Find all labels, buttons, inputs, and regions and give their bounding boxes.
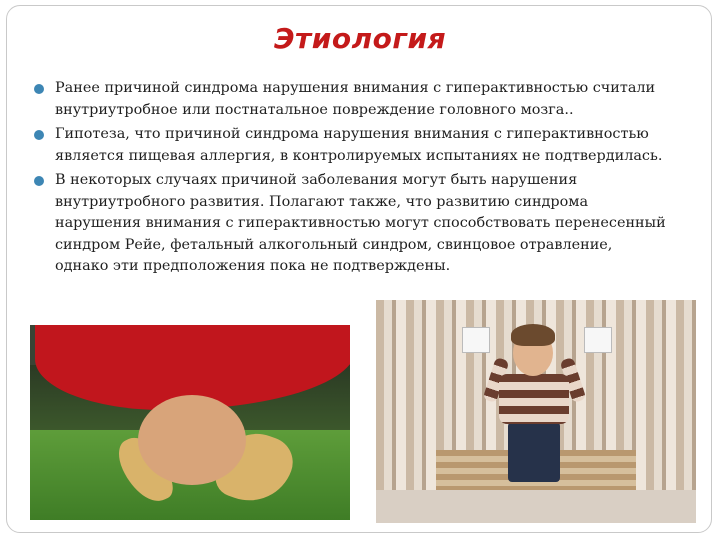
photo-wall-socket bbox=[462, 327, 490, 353]
bullet-item bbox=[30, 124, 670, 167]
photo-floor bbox=[376, 490, 696, 523]
photo-face bbox=[138, 395, 246, 485]
bullet-item bbox=[30, 78, 670, 121]
bullet-text: Ранее причиной синдрома нарушения внимания с гиперактивностью считали внутриутробное или постнатальное повреждение головного мозга.. bbox=[55, 80, 656, 118]
bullet-text: Гипотеза, что причиной синдрома нарушения внимания с гиперактивностью является пищевая аллергия, в контролируемых испытаниях не подтвердилась. bbox=[55, 126, 663, 164]
photo-boy-body bbox=[499, 374, 569, 424]
bullet-dot-icon bbox=[34, 130, 44, 140]
photo-boy-hair bbox=[511, 324, 555, 346]
bullet-dot-icon bbox=[34, 84, 44, 94]
bullet-text: В некоторых случаях причиной заболевания могут быть нарушения внутриутробного развития. Полагают также, что развитию синдрома нарушения внимания с гиперактивностью могут способствовать перенесенный синдром Рейе, фетальный алкогольный синдром, свинцовое отравление, однако эти предположения пока не подтверждены. bbox=[55, 172, 666, 274]
bullet-dot-icon bbox=[34, 176, 44, 186]
photo-wall-socket bbox=[584, 327, 612, 353]
bullet-item bbox=[30, 170, 670, 278]
jumping-boy-photo bbox=[376, 300, 696, 523]
upside-down-child-photo bbox=[30, 325, 350, 520]
slide-title: Этиология bbox=[273, 22, 447, 55]
photo-boy-legs bbox=[508, 422, 560, 482]
bullet-list bbox=[30, 78, 670, 281]
